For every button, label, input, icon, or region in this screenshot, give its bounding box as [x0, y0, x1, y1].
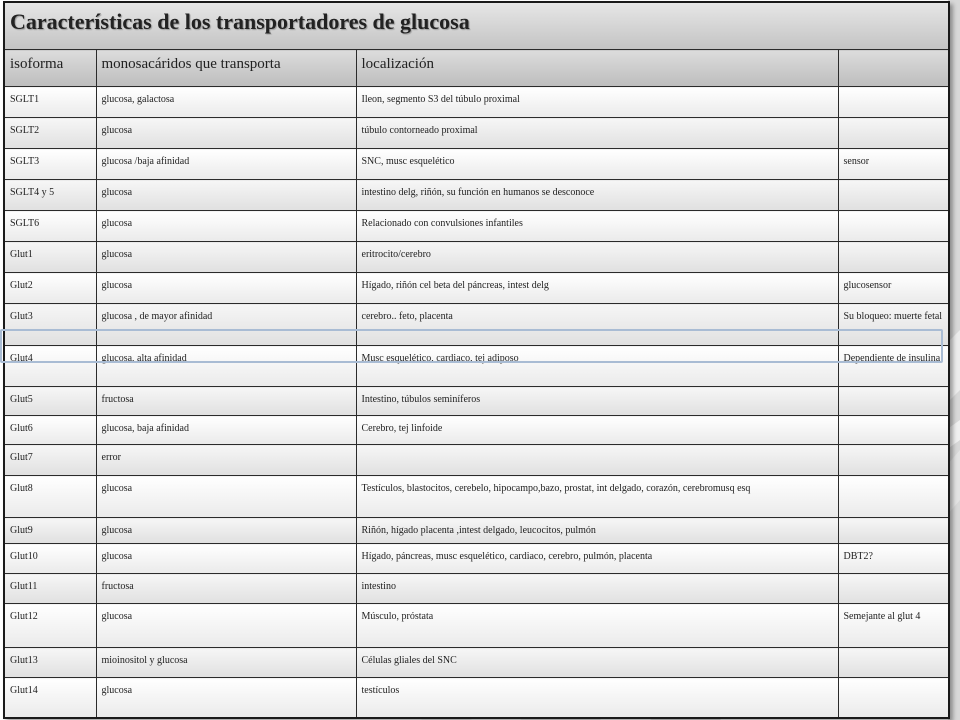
table-cell: Dependiente de insulina: [838, 346, 949, 387]
table-cell: Glut7: [4, 445, 96, 476]
table-cell: Su bloqueo: muerte fetal: [838, 304, 949, 346]
table-cell: glucosa: [96, 518, 356, 544]
table-cell: Glut10: [4, 544, 96, 574]
table-cell: Ileon, segmento S3 del túbulo proximal: [356, 87, 838, 118]
table-cell: mioinositol y glucosa: [96, 648, 356, 678]
table-cell: Células gliales del SNC: [356, 648, 838, 678]
table-cell: Riñón, hígado placenta ,intest delgado, leucocitos, pulmón: [356, 518, 838, 544]
table-title: Características de los transportadores de glucosa: [4, 2, 949, 50]
table-cell: Glut6: [4, 416, 96, 445]
table-cell: [838, 476, 949, 518]
header-row: [4, 50, 949, 87]
table-cell: Cerebro, tej linfoide: [356, 416, 838, 445]
table-cell: glucosa: [96, 678, 356, 718]
table-row: [4, 416, 949, 445]
table-cell: Intestino, túbulos seminíferos: [356, 387, 838, 416]
table-row: [4, 304, 949, 346]
table-cell: Glut11: [4, 574, 96, 604]
table-cell: [838, 648, 949, 678]
table-row: [4, 518, 949, 544]
table-body: [4, 87, 949, 718]
table-row: [4, 648, 949, 678]
table-cell: SGLT2: [4, 118, 96, 149]
table-cell: SGLT6: [4, 211, 96, 242]
table-cell: [838, 445, 949, 476]
table-cell: SGLT1: [4, 87, 96, 118]
table-cell: cerebro.. feto, placenta: [356, 304, 838, 346]
table-cell: [838, 87, 949, 118]
table-cell: [838, 574, 949, 604]
table-cell: glucosa: [96, 211, 356, 242]
table-cell: [838, 211, 949, 242]
table-cell: fructosa: [96, 387, 356, 416]
table-cell: glucosa: [96, 273, 356, 304]
table-cell: glucosa: [96, 604, 356, 648]
glucose-transporters-table: [3, 1, 950, 719]
table-cell: SNC, musc esquelético: [356, 149, 838, 180]
table-cell: [838, 180, 949, 211]
table-cell: error: [96, 445, 356, 476]
table-row: [4, 574, 949, 604]
table-cell: Semejante al glut 4: [838, 604, 949, 648]
table-row: [4, 678, 949, 718]
table-cell: Testículos, blastocitos, cerebelo, hipocampo,bazo, prostat, int delgado, corazón, cerebromusq esq: [356, 476, 838, 518]
table-row: [4, 87, 949, 118]
table-cell: glucosa: [96, 476, 356, 518]
table-cell: Relacionado con convulsiones infantiles: [356, 211, 838, 242]
table-cell: sensor: [838, 149, 949, 180]
table-cell: fructosa: [96, 574, 356, 604]
table-cell: [356, 445, 838, 476]
table-cell: Musc esquelético, cardiaco, tej adiposo: [356, 346, 838, 387]
table-cell: Glut4: [4, 346, 96, 387]
table-cell: [838, 518, 949, 544]
table-cell: [838, 242, 949, 273]
table-cell: Glut3: [4, 304, 96, 346]
table-cell: Glut9: [4, 518, 96, 544]
column-header-localizacion: localización: [356, 50, 838, 87]
table-cell: glucosa, alta afinidad: [96, 346, 356, 387]
table-cell: túbulo contorneado proximal: [356, 118, 838, 149]
table-row: [4, 476, 949, 518]
table-cell: intestino: [356, 574, 838, 604]
table-row: [4, 387, 949, 416]
table-row: [4, 180, 949, 211]
table-row: [4, 242, 949, 273]
table-cell: Hígado, páncreas, musc esquelético, cardiaco, cerebro, pulmón, placenta: [356, 544, 838, 574]
table-cell: [838, 416, 949, 445]
table-cell: DBT2?: [838, 544, 949, 574]
table-row: [4, 149, 949, 180]
table-cell: SGLT4 y 5: [4, 180, 96, 211]
table-cell: Hígado, riñón cel beta del páncreas, intest delg: [356, 273, 838, 304]
table-cell: Glut2: [4, 273, 96, 304]
table-row: [4, 118, 949, 149]
table-row: [4, 445, 949, 476]
table-cell: testículos: [356, 678, 838, 718]
table-cell: glucosa: [96, 544, 356, 574]
column-header-isoforma: isoforma: [4, 50, 96, 87]
column-header-notes: [838, 50, 949, 87]
table-cell: glucosa: [96, 118, 356, 149]
table-cell: glucosa, baja afinidad: [96, 416, 356, 445]
table-cell: intestino delg, riñón, su función en humanos se desconoce: [356, 180, 838, 211]
table-row: [4, 604, 949, 648]
table-cell: [838, 387, 949, 416]
table-cell: SGLT3: [4, 149, 96, 180]
table-row: [4, 346, 949, 387]
table-cell: glucosa , de mayor afinidad: [96, 304, 356, 346]
table-row: [4, 544, 949, 574]
table-cell: glucosa: [96, 180, 356, 211]
table-cell: Glut13: [4, 648, 96, 678]
table-cell: eritrocito/cerebro: [356, 242, 838, 273]
table-cell: Glut8: [4, 476, 96, 518]
table-cell: glucosa, galactosa: [96, 87, 356, 118]
table-cell: [838, 678, 949, 718]
table-cell: Glut12: [4, 604, 96, 648]
table-cell: glucosa /baja afinidad: [96, 149, 356, 180]
table-cell: Glut14: [4, 678, 96, 718]
table-cell: Glut5: [4, 387, 96, 416]
table-row: [4, 273, 949, 304]
table-cell: glucosa: [96, 242, 356, 273]
table-cell: Músculo, próstata: [356, 604, 838, 648]
table-cell: glucosensor: [838, 273, 949, 304]
column-header-monosacaridos: monosacáridos que transporta: [96, 50, 356, 87]
table-row: [4, 211, 949, 242]
table-cell: Glut1: [4, 242, 96, 273]
table-cell: [838, 118, 949, 149]
